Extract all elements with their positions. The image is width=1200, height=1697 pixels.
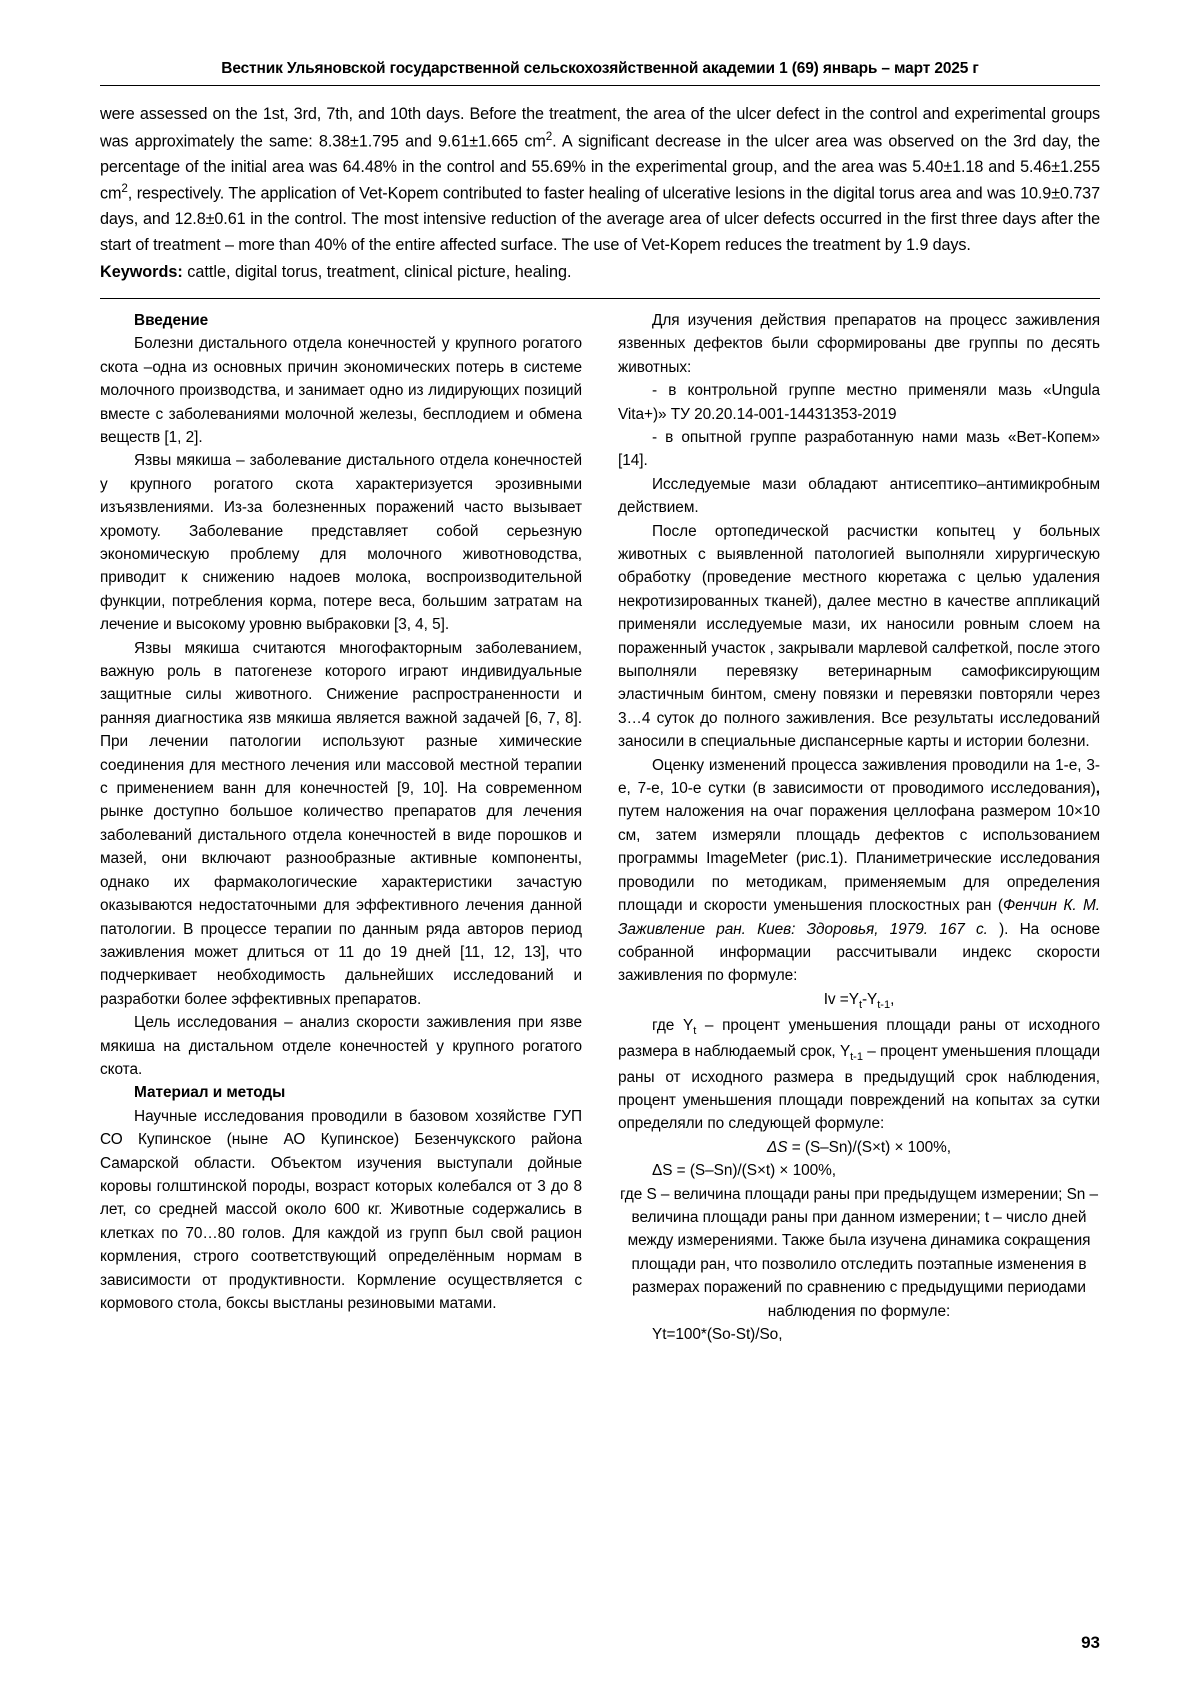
paragraph: Исследуемые мази обладают антисептико–антимикробным действием. <box>618 475 1100 517</box>
paragraph: Научные исследования проводили в базовом хозяйстве ГУП СО Купинское (ныне АО Купинское) Безенчукского района Самарской области. Объектом изучения выступали дойные коровы голштинской породы, возраст которых колебался от 3 до 8 лет, со средней массой около 600 кг. Животные содержались в клетках по 70…80 голов. Для каждой из групп был свой рацион кормления, строго соответствующий определённым нормам в зависимости от продуктивности. Кормление осуществляется с кормового стола, боксы выстланы резиновыми матами. <box>100 1107 582 1312</box>
paragraph: где $Y_t$ – процент уменьшения площади раны от исходного размера в наблюдаемый срок, $Y_{t-1}$ – процент уменьшения площади раны от исходного размера в предыдущий срок наблюдения, процент уменьшения площади повреждений на копытах за сутки определяли по следующей формуле: <box>618 1016 1100 1133</box>
paragraph: - в контрольной группе местно применяли мазь «Ungula Vita+)» ТУ 20.20.14-001-14431353-2019 <box>618 382 1100 423</box>
keywords-label: Keywords: <box>100 263 183 282</box>
paragraph: Для изучения действия препаратов на процесс заживления язвенных дефектов были сформированы две группы по десять животных: <box>618 311 1100 376</box>
page-number: 93 <box>1081 1633 1100 1652</box>
keywords-line <box>100 260 1100 286</box>
paragraph: После ортопедической расчистки копытец у больных животных с выявленной патологией выполняли хирургическую обработку (проведение местного кюретажа с целью удаления некротизированных тканей), далее местно в качестве аппликаций применяли исследуемые мази, их наносили ровным слоем на пораженный участок , закрывали марлевой салфеткой, после этого выполняли перевязку ветеринарным самофиксирующим эластичным бинтом, смену повязки и перевязки повторяли через 3…4 суток до полного заживления. Все результаты исследований заносили в специальные диспансерные карты и истории болезни. <box>618 522 1100 751</box>
two-column-body <box>100 309 1100 1346</box>
left-column <box>100 309 582 1315</box>
paragraph: Цель исследования – анализ скорости заживления при язве мякиша на дистальном отделе конечностей у крупного рогатого скота. <box>100 1014 582 1078</box>
paragraph: - в опытной группе разработанную нами мазь «Вет-Копем» [14]. <box>618 428 1100 470</box>
section-heading-introduction: Введение <box>134 311 209 329</box>
paragraph: Язвы мякиша считаются многофакторным заболеванием, важную роль в патогенезе которого играют индивидуальные защитные силы животного. Снижение распространенности и ранняя диагностика язв мякиша является важной задачей [6, 7, 8]. При лечении патологии используют разные химические соединения для местного лечения или массовой местной терапии с применением ванн для конечностей [9, 10]. На современном рынке доступно большое количество препаратов для лечения заболеваний дистального отдела конечностей в виде порошков и мазей, они включают разнообразные активные компоненты, однако их фармакологические характеристики зачастую оказываются недостаточными для эффективного лечения данной патологии. В процессе терапии по данным ряда авторов период заживления может длиться от 11 до 19 дней [11, 12, 13], что подчеркивает необходимость дальнейших исследований и разработки более эффективных препаратов. <box>100 639 582 1008</box>
formula-area-reduction: ΔS = (S–Sn)/(S×t) × 100%, <box>766 1138 952 1156</box>
keywords-text: cattle, digital torus, treatment, clinical picture, healing. <box>182 263 572 282</box>
formula-healing-index: $Iv =Y_t-Y_{t-1}$, <box>823 990 895 1011</box>
right-column <box>618 309 1100 1346</box>
formula-yt: где S – величина площади раны при предыдущем измерении; Sn – величина площади раны при данном измерении; t – число дней между измерениями. Также была изучена динамика сокращения площади ран, что позволило отследить поэтапные изменения в размерах поражений по сравнению с предыдущими периодами наблюдения по формуле: <box>619 1185 1099 1320</box>
abstract-section <box>100 102 1100 258</box>
paragraph: Язвы мякиша – заболевание дистального отдела конечностей у крупного рогатого скота характеризуется эрозивными изъязвлениями. Из-за болезненных поражений часто вызывает хромоту. Заболевание представляет собой серьезную экономическую проблему для молочного животноводства, приводит к снижению надоев молока, воспроизводительной функции, потребления корма, потере веса, большим затратам на лечение и высокому уровню выбраковки [3, 4, 5]. <box>100 452 582 634</box>
paragraph: Болезни дистального отдела конечностей у крупного рогатого скота –одна из основных причин экономических потерь в системе молочного производства, и занимает одно из лидирующих позиций вместе с заболеваниями молочной железы, бесплодием и обмена веществ [1, 2]. <box>100 335 582 446</box>
header-rule <box>100 85 1100 86</box>
paragraph-with-emphasis: Оценку изменений процесса заживления проводили на 1-е, 3-е, 7-е, 10-е сутки (в зависимости от проводимого исследования), путем наложения на очаг поражения целлофана размером 10×10 см, затем измеряли площадь дефектов с использованием программы ImageMeter (рис.1). Планиметрические исследования проводили по методикам, применяемым для определения площади и скорости уменьшения плоскостных ран (Фенчин К. М. Заживление ран. Киев: Здоровья, 1979. 167 с. ). На основе собранной информации рассчитывали индекс скорости заживления по формуле: <box>618 756 1100 985</box>
abstract-text: were assessed on the 1st, 3rd, 7th, and 10th days. Before the treatment, the area of the ulcer defect in the control and experimental groups was approximately the same: 8.38±1.795 and 9.61±1.665 $cm^2$. A significant decrease in the ulcer area was observed on the 3rd day, the percentage of the initial area was 64.48% in the control and 55.69% in the experimental group, and the area was 5.40±1.18 and 5.46±1.255 $cm^2$, respectively. The application of Vet-Kopem contributed to faster healing of ulcerative lesions in the digital torus area and was 10.9±0.737 days, and 12.8±0.61 in the control. The most intensive reduction of the average area of ulcer defects occurred in the first three days after the start of treatment – more than 40% of the entire affected surface. The use of Vet-Kopem reduces the treatment by 1.9 days. <box>100 105 1100 254</box>
columns-rule <box>100 298 1100 299</box>
paragraph: ΔS = (S–Sn)/(S×t) × 100%, <box>652 1162 836 1180</box>
section-heading-materials-methods: Материал и методы <box>134 1084 286 1102</box>
paragraph: Yt=100*(So-St)/So, <box>652 1326 783 1343</box>
running-head: Вестник Ульяновской государственной сельскохозяйственной академии 1 (69) январь – март 2025 г <box>221 60 979 77</box>
